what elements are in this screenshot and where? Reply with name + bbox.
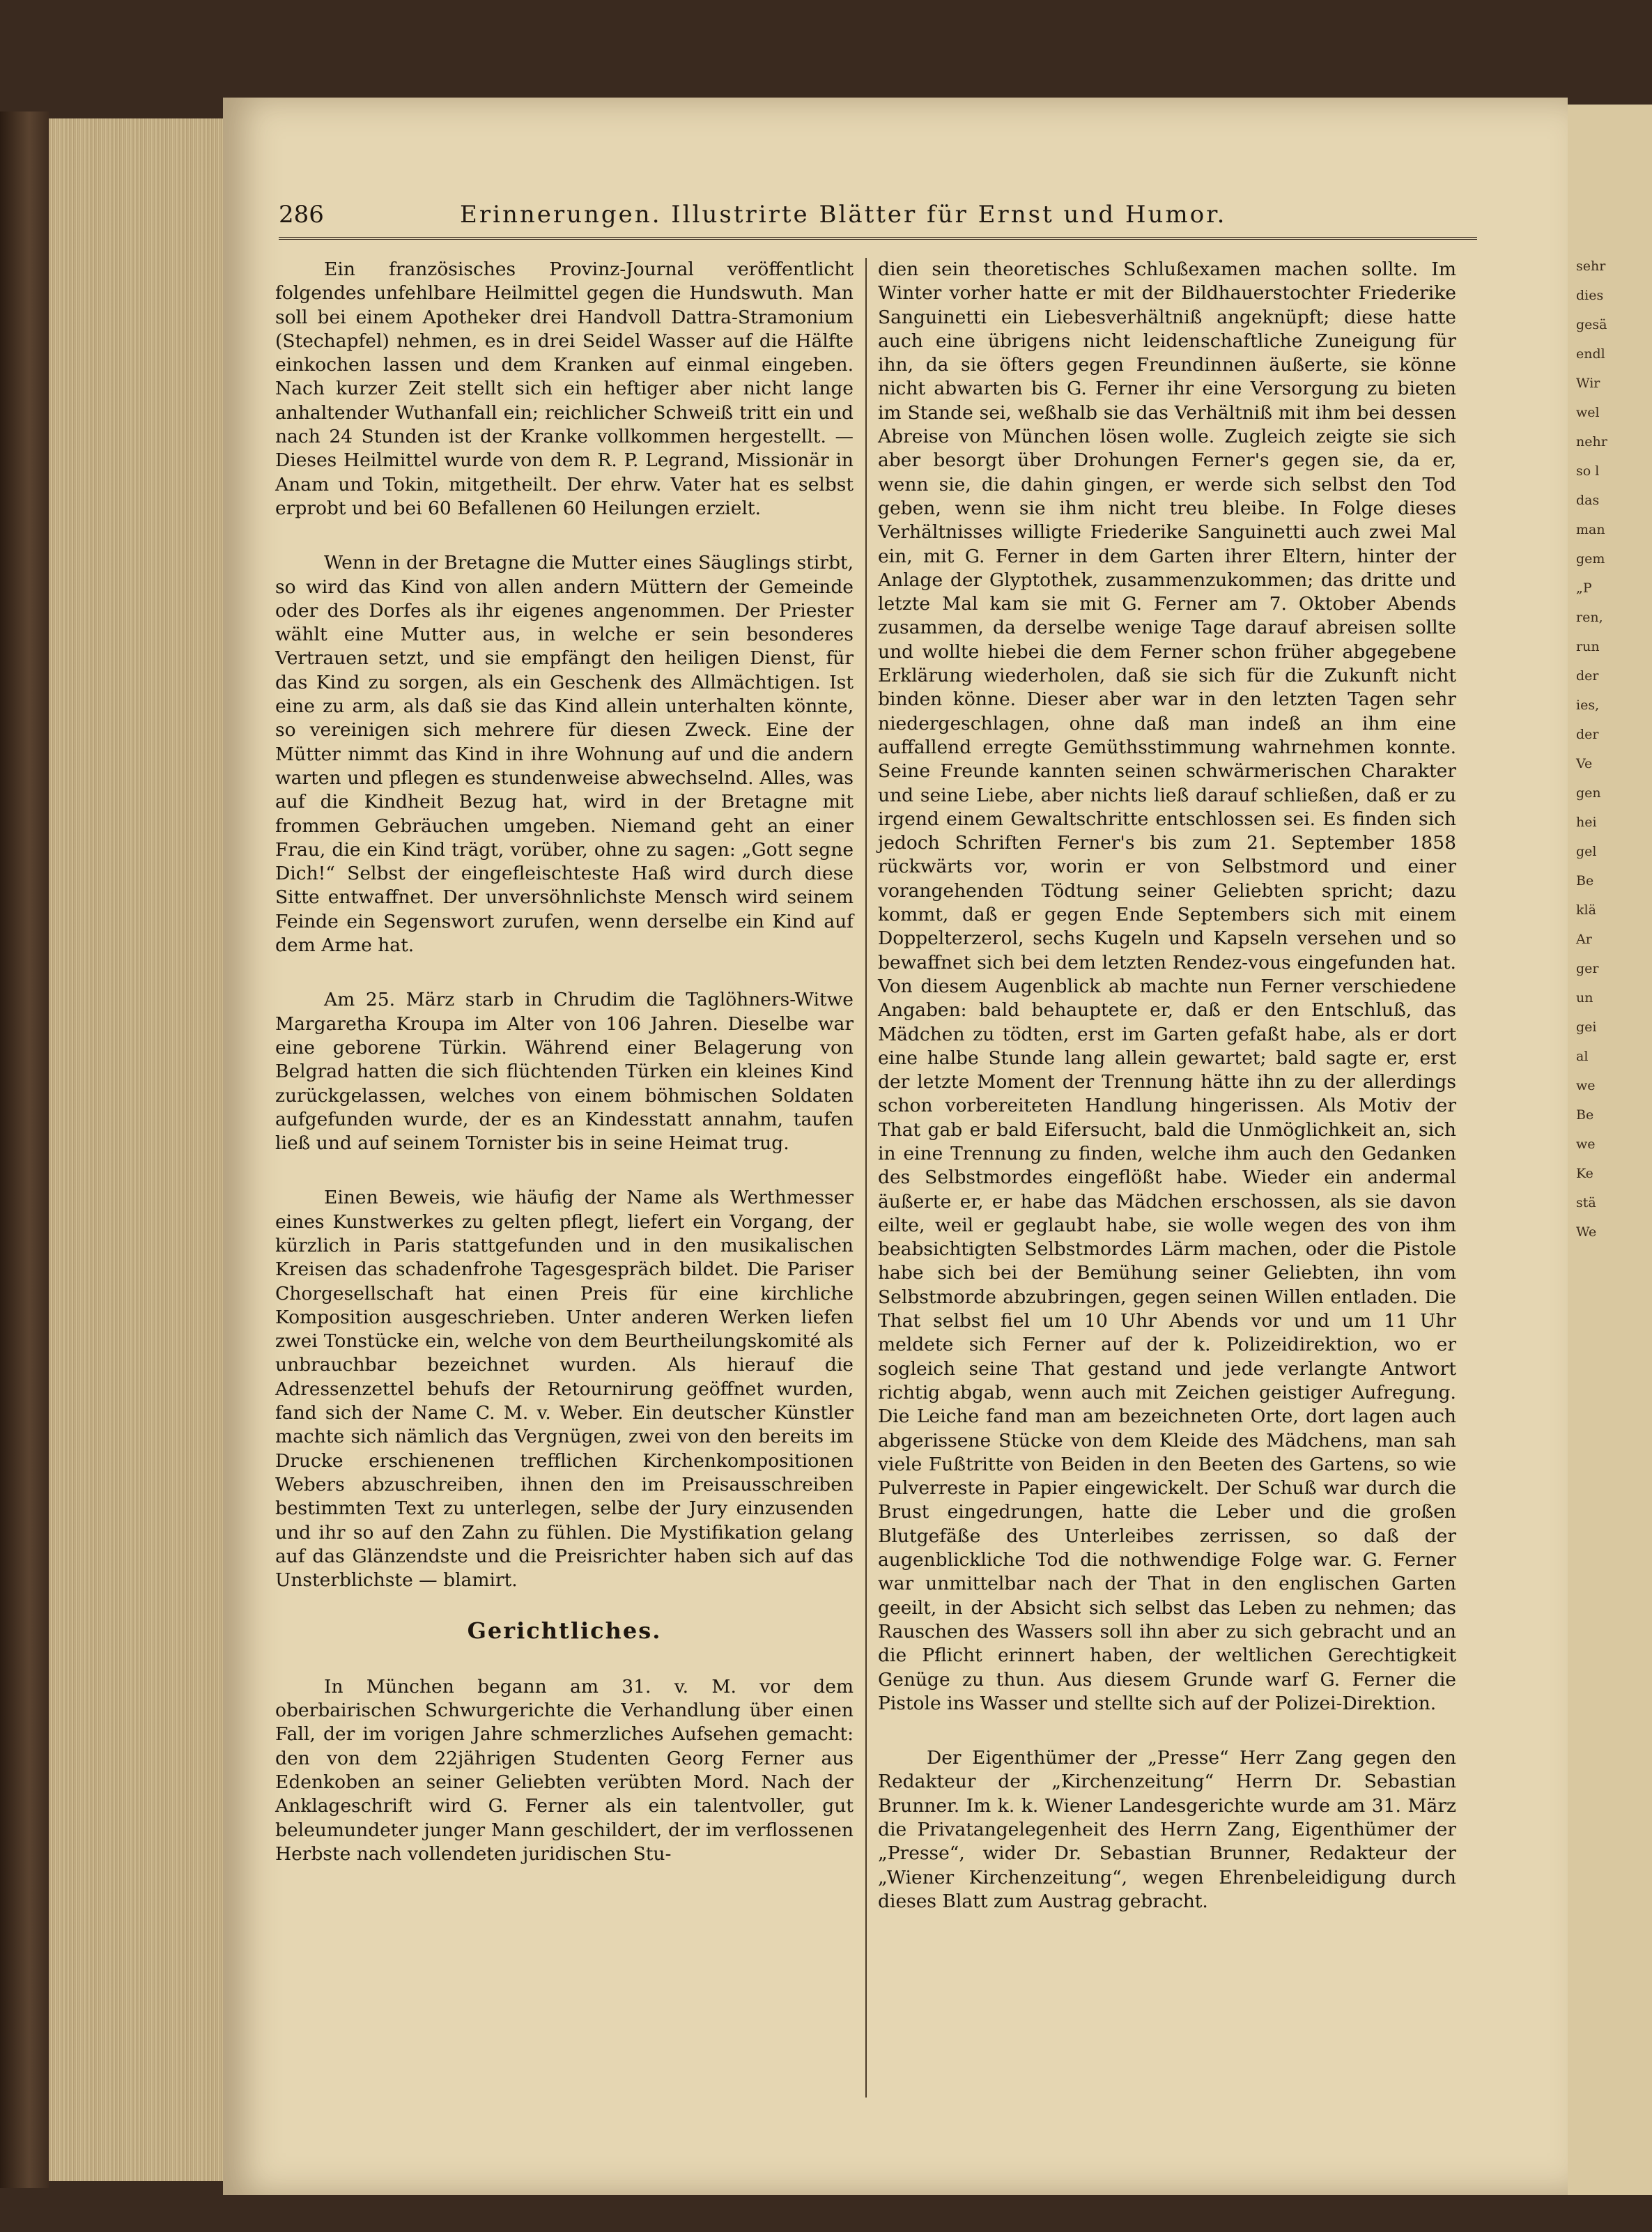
facing-page-line: der	[1576, 668, 1599, 684]
facing-page-line: man	[1576, 522, 1605, 537]
facing-page-line: sehr	[1576, 259, 1606, 274]
article-munich-trial-start: In München begann am 31. v. M. vor dem oberbairischen Schwurgerichte die Verhandlung über einen Fall, der im vorigen Jahre schmerzliches Aufsehen gemacht: den von dem 22jährigen Studenten Georg Ferner aus Edenkoben an seiner Geliebten verübten Mord. Nach der Anklageschrift wird G. Ferner als ein talentvoller, gut beleumundeter junger Mann geschildert, der im verflossenen Herbste nach vollendeten juridischen Stu-	[275, 1675, 854, 1865]
facing-page-line: Ve	[1576, 756, 1593, 771]
article-munich-trial-continued: dien sein theoretisches Schlußexamen machen sollte. Im Winter vorher hatte er mit der Bildhauerstochter Friederike Sanguinetti ein Liebesverhältniß angeknüpft; diese hatte auch eine übrigens nicht leidenschaftliche Zuneigung für ihn, da sie öfters gegen Freundinnen äußerte, sie könne nicht abwarten bis G. Ferner ihr eine Versorgung zu bieten im Stande sei, weßhalb sie das Verhältniß mit ihm bei dessen Abreise von München lösen wolle. Zugleich zeigte sie sich aber besorgt über Drohungen Ferner's gegen sie, da er, wenn sie, die dahin gingen, er werde sich selbst den Tod geben, wenn sie ihm nicht treu bleibe. In Folge dieses Verhältnisses willigte Friederike Sanguinetti auch zwei Mal ein, mit G. Ferner in dem Garten ihrer Eltern, hinter der Anlage der Glyptothek, zusammenzukommen; das dritte und letzte Mal kam sie mit G. Ferner am 7. Oktober Abends zusammen, da derselbe wenige Tage darauf abreisen sollte und wollte hiebei die dem Ferner schon früher abgegebene Erklärung wiederholen, daß sie sich für die Zukunft nicht binden könne. Dieser aber war in den letzten Tagen sehr niedergeschlagen, ohne daß man indeß an ihm eine auffallend erregte Gemüthsstimmung wahrnehmen konnte. Seine Freunde kannten seinen schwärmerischen Charakter und seine Liebe, aber nichts ließ darauf schließen, daß er zu irgend einem Gewaltschritte entschlossen sei. Es finden sich jedoch Schriften Ferner's bis zum 21. September 1858 rückwärts vor, worin er von Selbstmord und einer vorangehenden Tödtung seiner Geliebten spricht; dazu kommt, daß er gegen Ende Septembers sich mit einem Doppelterzerol, sechs Kugeln und Kapseln versehen und so bewaffnet sich bei dem letzten Rendez-vous eingefunden hat. Von diesem Augenblick ab machte nun Ferner verschiedene Angaben: bald behauptete er, daß er den Entschluß, das Mädchen zu tödten, erst im Garten gefaßt habe, als er dort eine halbe Stunde lang allein gewartet; bald sagte er, erst der letzte Moment der Trennung hätte ihn zu der allerdings schon vorbereiteten Handlung hingerissen. Als Motiv der That gab er bald Eifersucht, bald die Unmöglichkeit an, sich in eine Trennung zu finden, welche ihm auch den Gedanken des Selbstmordes eingeflößt habe. Wieder ein andermal äußerte er, er habe das Mädchen erschossen, als sie davon eilte, weil er geglaubt habe, sie wolle wegen des von ihm beabsichtigten Selbstmordes Lärm machen, oder die Pistole habe sich bei der Bemühung seiner Geliebten, ihn vom Selbstmorde abzubringen, gegen seinen Willen entladen. Die That selbst fiel um 10 Uhr Abends vor und um 11 Uhr meldete sich Ferner auf der k. Polizeidirektion, wo er sogleich seine That gestand und jede verlangte Antwort richtig abgab, wenn auch mit Zeichen geistiger Aufregung. Die Leiche fand man am bezeichneten Orte, dort lagen auch abgerissene Stücke von dem Kleide des Mädchens, man sah viele Fußtritte von Beiden in den Beeten des Gartens, so wie Pulverreste in Papier eingewickelt. Der Schuß war durch die Brust eingedrungen, hatte die Leber und die großen Blutgefäße des Unterleibes zerrissen, so daß der augenblickliche Tod die nothwendige Folge war. G. Ferner war unmittelbar nach der That in den englischen Garten geeilt, in der Absicht sich selbst das Leben zu nehmen; das Rauschen des Wassers soll ihn aber zu sich gebracht und an die Pflicht erinnert haben, der weltlichen Gerechtigkeit Genüge zu thun. Aus diesem Grunde warf G. Ferner die Pistole ins Wasser und stellte sich auf der Polizei-Direktion.	[878, 259, 1456, 1714]
facing-page-line: Ke	[1576, 1166, 1593, 1181]
section-heading-court: Gerichtliches.	[467, 1617, 662, 1645]
facing-page-line: klä	[1576, 902, 1596, 918]
facing-page-line: ger	[1576, 961, 1599, 976]
left-column	[275, 258, 854, 1866]
facing-page-line: gen	[1576, 785, 1601, 801]
facing-page-line: gesä	[1576, 317, 1607, 332]
article-chrudim-widow: Am 25. März starb in Chrudim die Taglöhners-Witwe Margaretha Kroupa im Alter von 106 Jahren. Dieselbe war eine geborene Türkin. Während einer Belagerung von Belgrad hatten die sich flüchtenden Türken ein kleines Kind zurückgelassen, welches von einem böhmischen Soldaten aufgefunden wurde, der es an Kindesstatt annahm, taufen ließ und auf seinem Tornister bis in seine Heimat trug.	[275, 989, 854, 1155]
facing-page-fragment	[1568, 105, 1652, 2195]
facing-page-text	[1568, 105, 1652, 1244]
book-page	[223, 98, 1568, 2195]
facing-page-line: der	[1576, 727, 1599, 742]
facing-page-line: We	[1576, 1224, 1597, 1240]
facing-page-line: wel	[1576, 405, 1600, 420]
facing-page-line: gem	[1576, 551, 1605, 567]
facing-page-line: dies	[1576, 288, 1604, 303]
facing-page-line: we	[1576, 1137, 1596, 1152]
facing-page-line: das	[1576, 493, 1600, 508]
book-spine-edge	[0, 111, 49, 2188]
right-column	[878, 258, 1456, 1914]
facing-page-line: al	[1576, 1049, 1589, 1064]
facing-page-line: „P	[1576, 580, 1592, 596]
page-header	[279, 195, 1477, 240]
facing-page-line: hei	[1576, 815, 1597, 830]
article-hydrophobia-remedy: Ein französisches Provinz-Journal veröffentlicht folgendes unfehlbare Heilmittel gegen die Hundswuth. Man soll bei einem Apotheker drei Handvoll Dattra-Stramonium (Stechapfel) nehmen, es in drei Seidel Wasser auf die Hälfte einkochen lassen und dem Kranken auf einmal eingeben. Nach kurzer Zeit stellt sich ein heftiger aber nicht lange anhaltender Wuthanfall ein; reichlicher Schweiß tritt ein und nach 24 Stunden ist der Kranke vollkommen hergestellt. — Dieses Heilmittel wurde von dem R. P. Legrand, Missionär in Anam und Tokin, mitgetheilt. Der ehrw. Vater hat es selbst erprobt und bei 60 Befallenen 60 Heilungen erzielt.	[275, 259, 854, 519]
facing-page-line: nehr	[1576, 434, 1607, 449]
facing-page-line: we	[1576, 1078, 1596, 1093]
facing-page-line: run	[1576, 639, 1600, 654]
column-divider	[865, 258, 867, 2098]
running-title: Erinnerungen. Illustrirte Blätter für Ernst und Humor.	[460, 201, 1227, 229]
page-stack-edges	[49, 118, 231, 2181]
facing-page-line: ies,	[1576, 698, 1600, 713]
article-paris-composition: Einen Beweis, wie häufig der Name als Werthmesser eines Kunstwerkes zu gelten pflegt, liefert ein Vorgang, der kürzlich in Paris stattgefunden und in den musikalischen Kreisen das schadenfrohe Tagesgespräch bildet. Die Pariser Chorgesellschaft hat einen Preis für eine kirchliche Komposition ausgeschrieben. Unter anderen Werken liefen zwei Tonstücke ein, welche von dem Beurtheilungskomité als unbrauchbar bezeichnet wurden. Als hierauf die Adressenzettel behufs der Retournirung geöffnet wurden, fand sich der Name C. M. v. Weber. Ein deutscher Künstler machte sich nämlich das Vergnügen, zwei von den bereits im Drucke erschienenen trefflichen Kirchenkompositionen Webers abzuschreiben, ihnen den im Preisausschreiben bestimmten Text zu unterlegen, selbe der Jury einzusenden und ihr so auf den Zahn zu fühlen. Die Mystifikation gelang auf das Glänzendste und die Preisrichter haben sich auf das Unsterblichste — blamirt.	[275, 1187, 854, 1592]
facing-page-line: un	[1576, 990, 1593, 1006]
facing-page-line: gel	[1576, 844, 1597, 859]
article-bretagne-mothers: Wenn in der Bretagne die Mutter eines Säuglings stirbt, so wird das Kind von allen andern Müttern der Gemeinde oder des Dorfes als ihr eigenes angenommen. Der Priester wählt eine Mutter aus, in welche er sein besonderes Vertrauen setzt, und sie empfängt den heiligen Dienst, für das Kind zu sorgen, als ein Geschenk des Allmächtigen. Ist eine zu arm, als daß sie das Kind allein unterhalten könnte, so vereinigen sich mehrere für diesen Zweck. Eine der Mütter nimmt das Kind in ihre Wohnung auf und die andern warten und pflegen es stundenweise abwechselnd. Alles, was auf die Kindheit Bezug hat, wird in der Bretagne mit frommen Gebräuchen umgeben. Niemand geht an einer Frau, die ein Kind trägt, vorüber, ohne zu sagen: „Gott segne Dich!“ Selbst der eingefleischteste Haß wird durch diese Sitte entwaffnet. Der unversöhnlichste Mensch wird seinem Feinde ein Segenswort zurufen, wenn derselbe ein Kind auf dem Arme hat.	[275, 552, 854, 957]
facing-page-line: so l	[1576, 463, 1600, 479]
facing-page-line: stä	[1576, 1195, 1596, 1210]
page-number: 286	[279, 201, 324, 229]
facing-page-line: gei	[1576, 1019, 1597, 1035]
facing-page-line: Ar	[1576, 932, 1592, 947]
facing-page-line: Be	[1576, 873, 1594, 888]
facing-page-line: endl	[1576, 346, 1605, 362]
article-presse-vs-kirchenzeitung: Der Eigenthümer der „Presse“ Herr Zang gegen den Redakteur der „Kirchenzeitung“ Herrn Dr. Sebastian Brunner. Im k. k. Wiener Landesgerichte wurde am 31. März die Privatangelegenheit des Herrn Zang, Eigenthümer der „Presse“, wider Dr. Sebastian Brunner, Redakteur der „Wiener Kirchenzeitung“, wegen Ehrenbeleidigung durch dieses Blatt zum Austrag gebracht.	[878, 1747, 1456, 1912]
facing-page-line: ren,	[1576, 610, 1603, 625]
facing-page-line: Be	[1576, 1107, 1594, 1123]
facing-page-line: Wir	[1576, 376, 1600, 391]
